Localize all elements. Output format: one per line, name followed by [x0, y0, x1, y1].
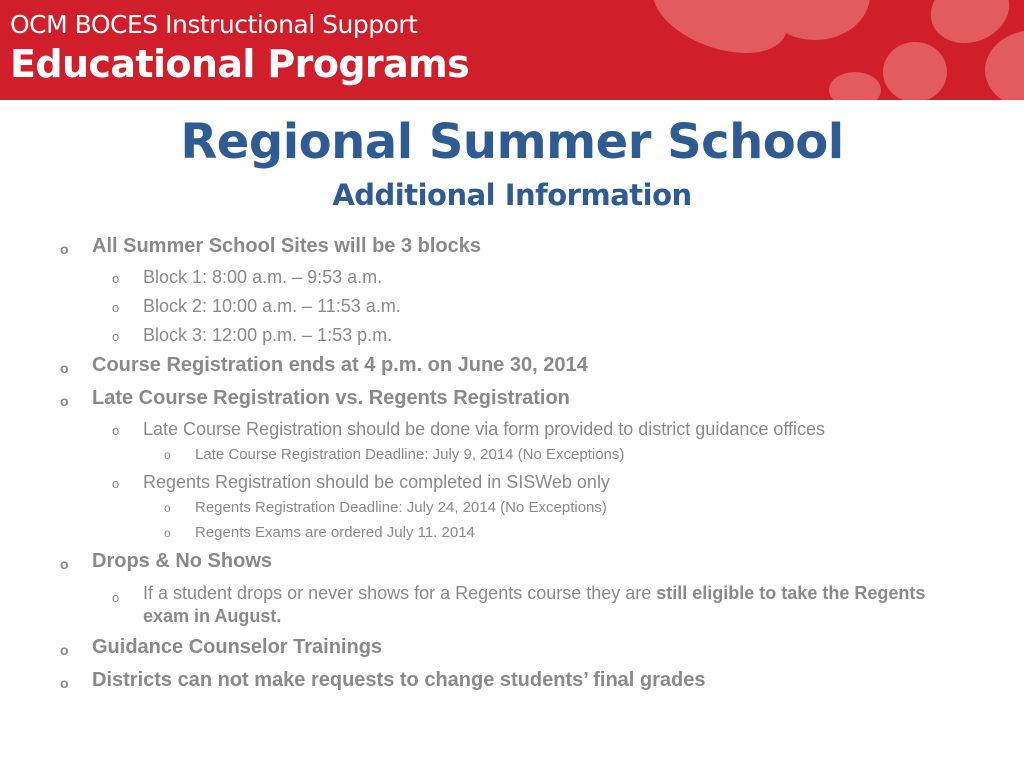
bullet-marker: o: [164, 448, 171, 462]
bullet-text: Districts can not make requests to change students’ final grades: [92, 669, 706, 691]
bullet-marker: o: [60, 642, 69, 658]
bullet-text: Late Course Registration Deadline: July 9, 2014 (No Exceptions): [195, 446, 625, 463]
sub-bullet-item: [112, 472, 610, 493]
sub-bullet-item: [112, 582, 943, 628]
slide-subtitle: Additional Information: [332, 178, 692, 212]
sub-bullet-item: [112, 267, 383, 288]
bullet-marker: o: [60, 393, 69, 409]
bullet-item: [60, 669, 706, 692]
bullet-text: Regents Registration should be completed in SISWeb only: [143, 472, 610, 492]
bullet-item: [60, 354, 588, 377]
bullet-text: Regents Registration Deadline: July 24, 2014 (No Exceptions): [195, 499, 607, 516]
bullet-text: Regents Exams are ordered July 11. 2014: [195, 524, 475, 541]
bullet-marker: o: [112, 423, 120, 438]
bullet-text: Guidance Counselor Trainings: [92, 636, 383, 658]
bullet-text: Block 1: 8:00 a.m. – 9:53 a.m.: [143, 267, 383, 287]
bullet-marker: o: [112, 329, 120, 344]
sub-sub-bullet-item: [164, 446, 625, 463]
header-line2: Educational Programs: [10, 42, 470, 86]
bullet-marker: o: [112, 300, 120, 315]
bullet-text: Late Course Registration vs. Regents Registration: [92, 387, 570, 409]
bullet-item: [60, 387, 570, 410]
bullet-marker: o: [60, 360, 69, 376]
sub-sub-bullet-item: [164, 524, 475, 541]
bullet-text: Course Registration ends at 4 p.m. on June 30, 2014: [92, 354, 588, 376]
bullet-text-emphasis: still eligible to take the Regents exam in August.: [143, 583, 926, 626]
sub-sub-bullet-item: [164, 499, 607, 516]
sub-bullet-item: [112, 419, 826, 440]
sub-bullet-item: [112, 325, 393, 346]
bullet-text: Drops & No Shows: [92, 550, 273, 572]
bullet-text: Block 2: 10:00 a.m. – 11:53 a.m.: [143, 296, 401, 316]
bullet-text: Block 3: 12:00 p.m. – 1:53 p.m.: [143, 325, 393, 345]
bullet-item: [60, 550, 273, 573]
bullet-marker: o: [164, 526, 171, 540]
bullet-marker: o: [60, 241, 69, 257]
bullet-text: If a student drops or never shows for a Regents course they are: [143, 583, 657, 603]
bullet-text: All Summer School Sites will be 3 blocks: [92, 235, 482, 257]
bullet-text: Late Course Registration should be done via form provided to district guidance offices: [143, 419, 826, 439]
sub-bullet-item: [112, 296, 401, 317]
bullet-marker: o: [112, 590, 120, 605]
bullet-marker: o: [60, 675, 69, 691]
bullet-item: [60, 636, 383, 659]
bullet-item: [60, 235, 482, 258]
bullet-marker: o: [112, 476, 120, 491]
slide-title: Regional Summer School: [180, 114, 844, 170]
bullet-marker: o: [112, 271, 120, 286]
bullet-marker: o: [164, 501, 171, 515]
bullet-marker: o: [60, 556, 69, 572]
header-line1: OCM BOCES Instructional Support: [10, 10, 418, 39]
